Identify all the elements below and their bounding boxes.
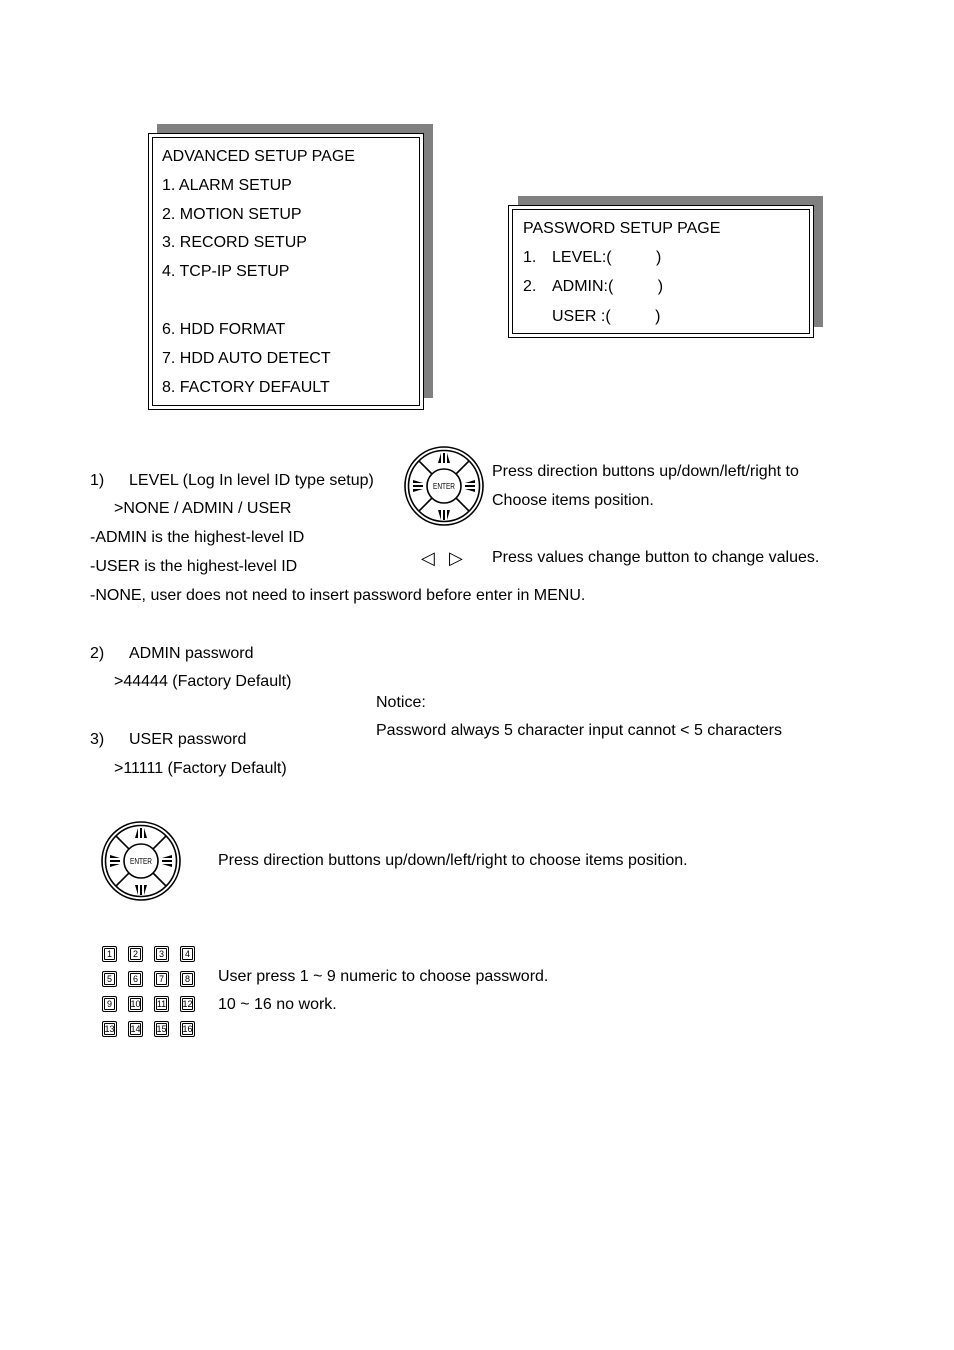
menu-item-alarm-setup[interactable]: 1. ALARM SETUP <box>162 177 292 194</box>
notice-text: Password always 5 character input cannot < 5 characters <box>376 722 782 739</box>
dpad-enter-label: ENTER <box>433 482 456 491</box>
key-10: 10 <box>128 996 143 1012</box>
dpad-instruction-line2: Choose items position. <box>492 492 654 509</box>
value-right-icon: ▷ <box>449 548 463 568</box>
key-1: 1 <box>102 946 117 962</box>
section3-number: 3) <box>90 731 105 748</box>
password-item-level[interactable]: LEVEL:( ) <box>552 249 662 266</box>
advanced-menu-title: ADVANCED SETUP PAGE <box>162 148 355 165</box>
advanced-setup-menu <box>148 133 424 410</box>
dpad-icon <box>403 443 485 529</box>
key-14: 14 <box>128 1021 143 1037</box>
menu-item-motion-setup[interactable]: 2. MOTION SETUP <box>162 206 302 223</box>
key-3: 3 <box>154 946 169 962</box>
section1-options: >NONE / ADMIN / USER <box>114 500 292 517</box>
key-6: 6 <box>128 971 143 987</box>
menu-item-hdd-auto-detect[interactable]: 7. HDD AUTO DETECT <box>162 350 331 367</box>
numeric-instruction-line2: 10 ~ 16 no work. <box>218 996 337 1013</box>
menu-item-tcpip-setup[interactable]: 4. TCP-IP SETUP <box>162 263 290 280</box>
section1-heading: LEVEL (Log In level ID type setup) <box>129 472 374 489</box>
dpad-instruction-line1: Press direction buttons up/down/left/right to <box>492 463 799 480</box>
key-13: 13 <box>102 1021 117 1037</box>
menu-item-hdd-format[interactable]: 6. HDD FORMAT <box>162 321 286 338</box>
section1-note-admin: -ADMIN is the highest-level ID <box>90 529 305 546</box>
section3-heading: USER password <box>129 731 247 748</box>
key-4: 4 <box>180 946 195 962</box>
notice-label: Notice: <box>376 694 426 711</box>
menu-item-factory-default[interactable]: 8. FACTORY DEFAULT <box>162 379 330 396</box>
section1-number: 1) <box>90 472 105 489</box>
key-8: 8 <box>180 971 195 987</box>
key-16: 16 <box>180 1021 195 1037</box>
dpad2-instruction: Press direction buttons up/down/left/right to choose items position. <box>218 852 688 869</box>
numeric-keypad-icon <box>102 946 202 1038</box>
key-11: 11 <box>154 996 169 1012</box>
password-setup-menu <box>508 205 814 338</box>
value-change-instruction: Press values change button to change values. <box>492 549 820 566</box>
password-item-level-num: 1. <box>523 249 537 266</box>
password-menu-title: PASSWORD SETUP PAGE <box>523 220 721 237</box>
menu-item-record-setup[interactable]: 3. RECORD SETUP <box>162 234 307 251</box>
numeric-instruction-line1: User press 1 ~ 9 numeric to choose password. <box>218 968 549 985</box>
section2-heading: ADMIN password <box>129 645 254 662</box>
key-9: 9 <box>102 996 117 1012</box>
section1-note-user: -USER is the highest-level ID <box>90 558 298 575</box>
key-5: 5 <box>102 971 117 987</box>
key-2: 2 <box>128 946 143 962</box>
password-item-admin-num: 2. <box>523 278 537 295</box>
key-7: 7 <box>154 971 169 987</box>
section3-default: >11111 (Factory Default) <box>114 760 287 777</box>
dpad-icon-2 <box>100 818 182 904</box>
dpad2-enter-label: ENTER <box>130 857 153 866</box>
key-15: 15 <box>154 1021 169 1037</box>
section2-default: >44444 (Factory Default) <box>114 673 292 690</box>
password-item-user[interactable]: USER :( ) <box>552 308 661 325</box>
value-left-icon: ◁ <box>421 548 435 568</box>
section2-number: 2) <box>90 645 105 662</box>
password-item-admin[interactable]: ADMIN:( ) <box>552 278 664 295</box>
key-12: 12 <box>180 996 195 1012</box>
section1-note-none: -NONE, user does not need to insert password before enter in MENU. <box>90 587 586 604</box>
